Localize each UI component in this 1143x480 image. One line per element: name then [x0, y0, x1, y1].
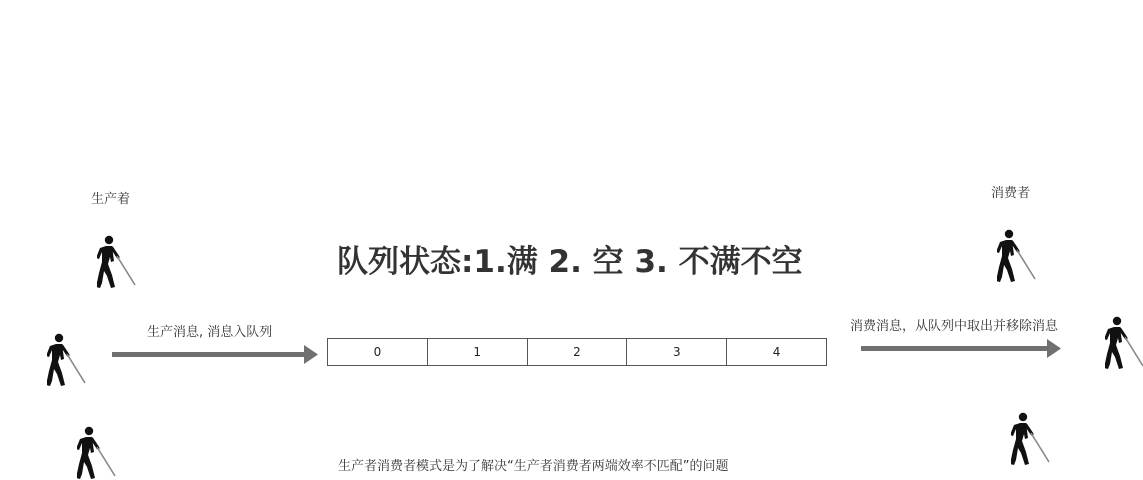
produce-arrow-label: 生产消息, 消息入队列 — [147, 325, 273, 340]
consumer-walking-person-icon — [997, 229, 1037, 283]
producer-label: 生产着 — [91, 192, 131, 207]
queue-cell-2: 2 — [528, 339, 628, 365]
queue-cell-0: 0 — [328, 339, 428, 365]
queue-cell-3: 3 — [627, 339, 727, 365]
footer-note: 生产者消费者模式是为了解决“生产者消费者两端效率不匹配”的问题 — [338, 459, 729, 474]
consume-arrow — [861, 338, 1063, 360]
consume-arrow-label: 消费消息，从队列中取出并移除消息 — [850, 319, 1059, 334]
consumer-label: 消费者 — [991, 186, 1031, 201]
consumer-walking-person-icon — [1011, 412, 1051, 466]
queue-cell-1: 1 — [428, 339, 528, 365]
consumer-walking-person-icon — [1105, 316, 1143, 370]
producer-walking-person-icon — [77, 426, 117, 480]
queue-cell-4: 4 — [772, 345, 781, 359]
queue — [327, 338, 827, 366]
produce-arrow — [112, 344, 320, 366]
producer-walking-person-icon — [47, 333, 87, 387]
queue-state-title: 队列状态:1.满 2. 空 3. 不满不空 — [337, 244, 803, 280]
producer-walking-person-icon — [97, 235, 137, 289]
